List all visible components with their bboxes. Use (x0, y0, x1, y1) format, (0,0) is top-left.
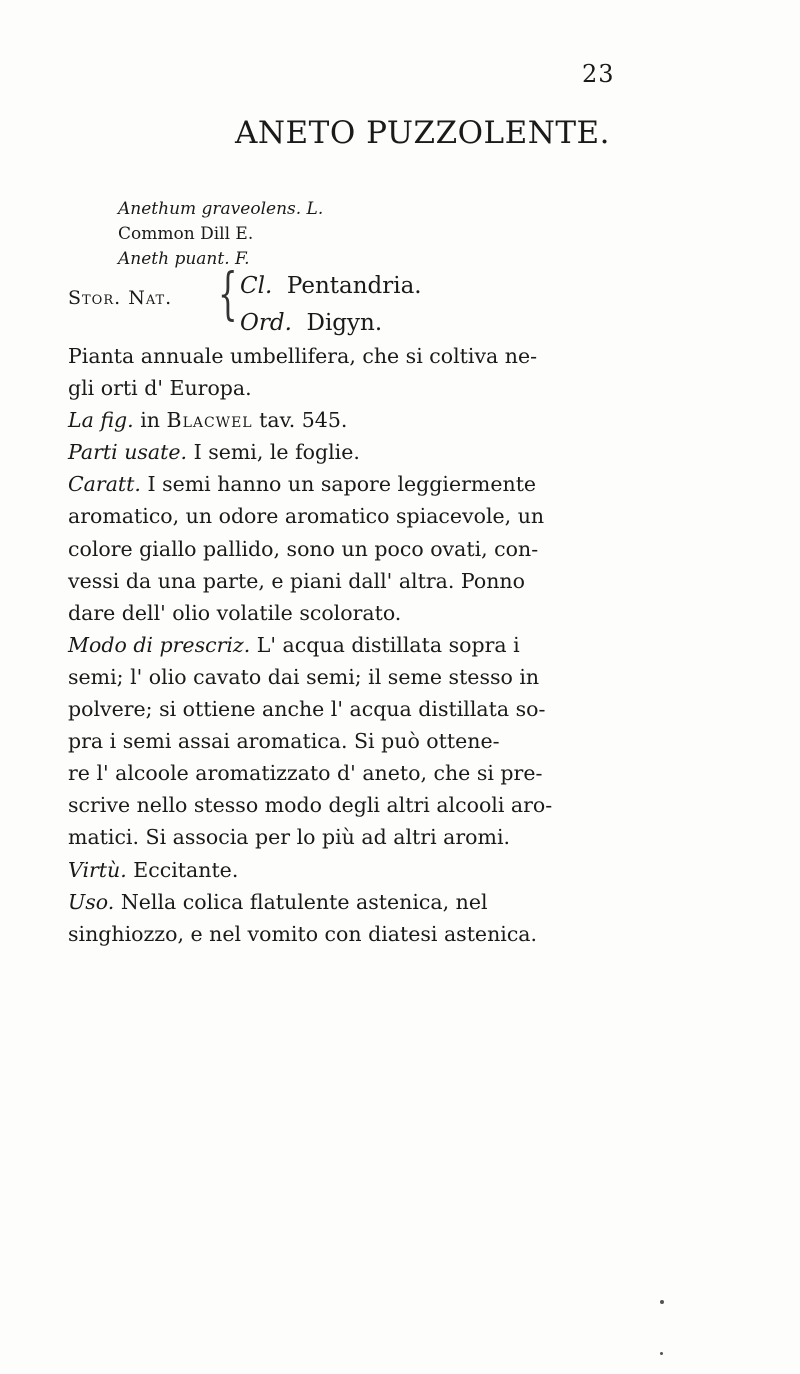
body-line: matici. Si associa per lo più ad altri aromi. (68, 825, 511, 850)
page-number: 23 (582, 60, 615, 88)
class-value: Pentandria. (286, 273, 422, 299)
body-line: colore giallo pallido, sono un poco ovati, con- (68, 536, 539, 561)
body-line: re l' alcoole aromatizzato d' aneto, che si pre- (68, 761, 543, 786)
class-line (240, 268, 422, 305)
parti-label: Parti usate. (68, 440, 188, 465)
virtu-text: Eccitante. (133, 857, 239, 882)
uso-label: Uso. (68, 889, 115, 914)
body-line: semi; l' olio cavato dai semi; il seme stesso in (68, 664, 540, 689)
paper-speck (660, 1300, 664, 1304)
synonym-english: Common Dill E. (118, 224, 254, 244)
carat-line (68, 468, 748, 500)
fig-author: Blacwel (166, 408, 253, 433)
class-prefix: Cl. (240, 273, 273, 299)
classification-lines (240, 268, 422, 342)
fig-text: in (140, 408, 160, 433)
synonym-french: Aneth puant. F. (118, 249, 250, 269)
parti-line (68, 436, 748, 468)
modo-text: L' acqua distillata sopra i (256, 632, 520, 657)
body-line: Pianta annuale umbellifera, che si coltiva ne- (68, 344, 538, 368)
virtu-line (68, 854, 748, 886)
fig-text-b: tav. 545. (259, 408, 348, 433)
body-line: vessi da una parte, e piani dall' altra. Ponno (68, 568, 525, 593)
parti-text: I semi, le foglie. (193, 440, 360, 465)
paper-speck (660, 1352, 663, 1355)
brace-glyph: { (218, 262, 238, 327)
carat-text: I semi hanno un sapore leggiermente (147, 472, 537, 497)
body-line: pra i semi assai aromatica. Si può ottene- (68, 729, 500, 754)
synonyms-block (118, 197, 323, 272)
body-line: gli orti d' Europa. (68, 376, 252, 401)
fig-line (68, 404, 748, 436)
body-line: scrive nello stesso modo degli altri alcooli aro- (68, 793, 553, 818)
uso-line (68, 886, 748, 918)
page-title: ANETO PUZZOLENTE. (235, 115, 611, 151)
modo-label: Modo di prescriz. (68, 632, 251, 657)
modo-line (68, 629, 748, 661)
body-line: dare dell' olio volatile scolorato. (68, 600, 402, 625)
body-text (68, 340, 748, 950)
uso-text: Nella colica flatulente astenica, nel (120, 889, 488, 914)
body-line: singhiozzo, e nel vomito con diatesi astenica. (68, 921, 538, 946)
fig-label: La fig. (68, 408, 134, 433)
order-prefix: Ord. (240, 310, 292, 336)
body-line: polvere; si ottiene anche l' acqua distillata so- (68, 697, 546, 722)
classification-label: Stor. Nat. (68, 287, 173, 309)
virtu-label: Virtù. (68, 857, 127, 882)
synonym-latin: Anethum graveolens. L. (118, 199, 324, 219)
order-line (240, 305, 422, 342)
order-value: Digyn. (306, 310, 383, 336)
body-line: aromatico, un odore aromatico spiacevole, un (68, 504, 545, 529)
carat-label: Caratt. (68, 472, 141, 497)
